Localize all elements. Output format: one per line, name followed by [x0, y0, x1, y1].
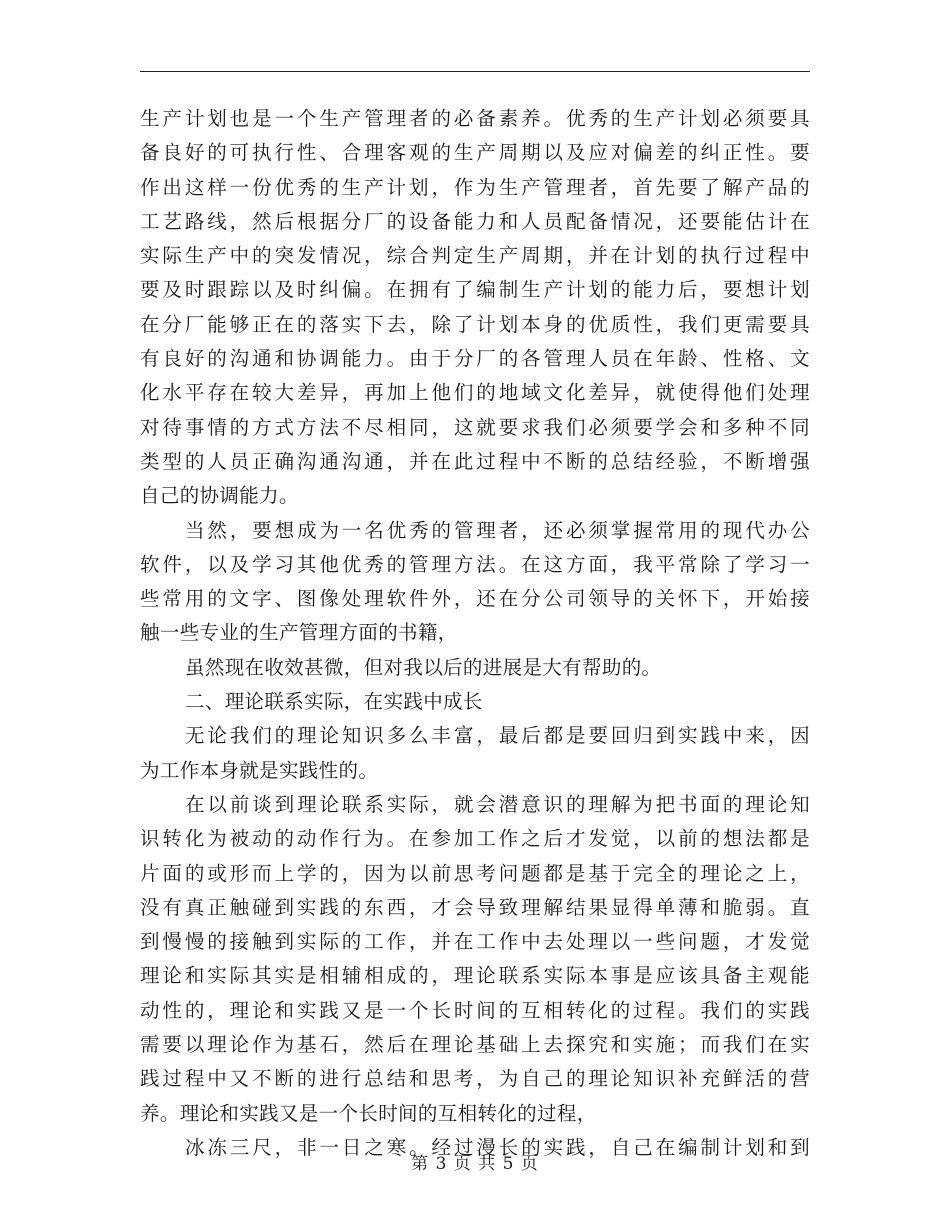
document-body — [140, 102, 810, 1165]
text-line: 践过程中又不断的进行总结和思考，为自己的理论知识补充鲜活的营 — [140, 1067, 810, 1091]
text-line: 工艺路线，然后根据分厂的设备能力和人员配备情况，还要能估计在 — [140, 209, 810, 233]
header-rule — [140, 71, 810, 72]
text-line: 二、理论联系实际，在实践中成长 — [185, 690, 483, 714]
page-number-footer: 第 3 页 共 5 页 — [411, 1154, 539, 1174]
text-line: 对待事情的方式方法不尽相同，这就要求我们必须要学会和多种不同 — [140, 415, 810, 439]
text-line: 作出这样一份优秀的生产计划，作为生产管理者，首先要了解产品的 — [140, 175, 810, 199]
text-line: 无论我们的理论知识多么丰富，最后都是要回归到实践中来，因 — [185, 724, 810, 748]
text-line: 需要以理论作为基石，然后在理论基础上去探究和实施；而我们在实 — [140, 1033, 810, 1057]
text-line: 动性的，理论和实践又是一个长时间的互相转化的过程。我们的实践 — [140, 998, 810, 1022]
text-line: 触一些专业的生产管理方面的书籍， — [140, 621, 458, 645]
text-line: 备良好的可执行性、合理客观的生产周期以及应对偏差的纠正性。要 — [140, 141, 810, 165]
text-line: 生产计划也是一个生产管理者的必备素养。优秀的生产计划必须要具 — [140, 107, 810, 130]
text-line: 当然，要想成为一名优秀的管理者，还必须掌握常用的现代办公 — [185, 518, 810, 542]
text-line: 片面的或形而上学的，因为以前思考问题都是基于完全的理论之上， — [140, 861, 810, 885]
text-line: 实际生产中的突发情况，综合判定生产周期，并在计划的执行过程中 — [140, 244, 810, 268]
text-line: 化水平存在较大差异，再加上他们的地域文化差异，就使得他们处理 — [140, 381, 810, 405]
text-line: 要及时跟踪以及时纠偏。在拥有了编制生产计划的能力后，要想计划 — [140, 278, 810, 302]
text-line: 理论和实际其实是相辅相成的，理论联系实际本事是应该具备主观能 — [140, 964, 810, 988]
text-line: 类型的人员正确沟通沟通，并在此过程中不断的总结经验，不断增强 — [140, 449, 810, 473]
text-line: 到慢慢的接触到实际的工作，并在工作中去处理以一些问题，才发觉 — [140, 930, 810, 954]
text-line: 自己的协调能力。 — [140, 484, 299, 508]
text-line: 养。理论和实践又是一个长时间的互相转化的过程， — [140, 1101, 597, 1125]
text-line: 软件，以及学习其他优秀的管理方法。在这方面，我平常除了学习一 — [140, 552, 810, 576]
text-line: 在分厂能够正在的落实下去，除了计划本身的优质性，我们更需要具 — [140, 312, 810, 336]
text-line: 没有真正触碰到实践的东西，才会导致理解结果显得单薄和脆弱。直 — [140, 895, 810, 919]
text-line: 些常用的文字、图像处理软件外，还在分公司领导的关怀下，开始接 — [140, 587, 810, 611]
text-line: 识转化为被动的动作行为。在参加工作之后才发觉，以前的想法都是 — [140, 827, 810, 851]
text-line: 为工作本身就是实践性的。 — [140, 758, 379, 782]
text-line: 虽然现在收效甚微，但对我以后的进展是大有帮助的。 — [185, 655, 662, 679]
text-line: 有良好的沟通和协调能力。由于分厂的各管理人员在年龄、性格、文 — [140, 347, 810, 371]
text-line: 冰冻三尺，非一日之寒。经过漫长的实践，自己在编制计划和到 — [185, 1135, 810, 1159]
text-line: 在以前谈到理论联系实际，就会潜意识的理解为把书面的理论知 — [185, 792, 810, 816]
